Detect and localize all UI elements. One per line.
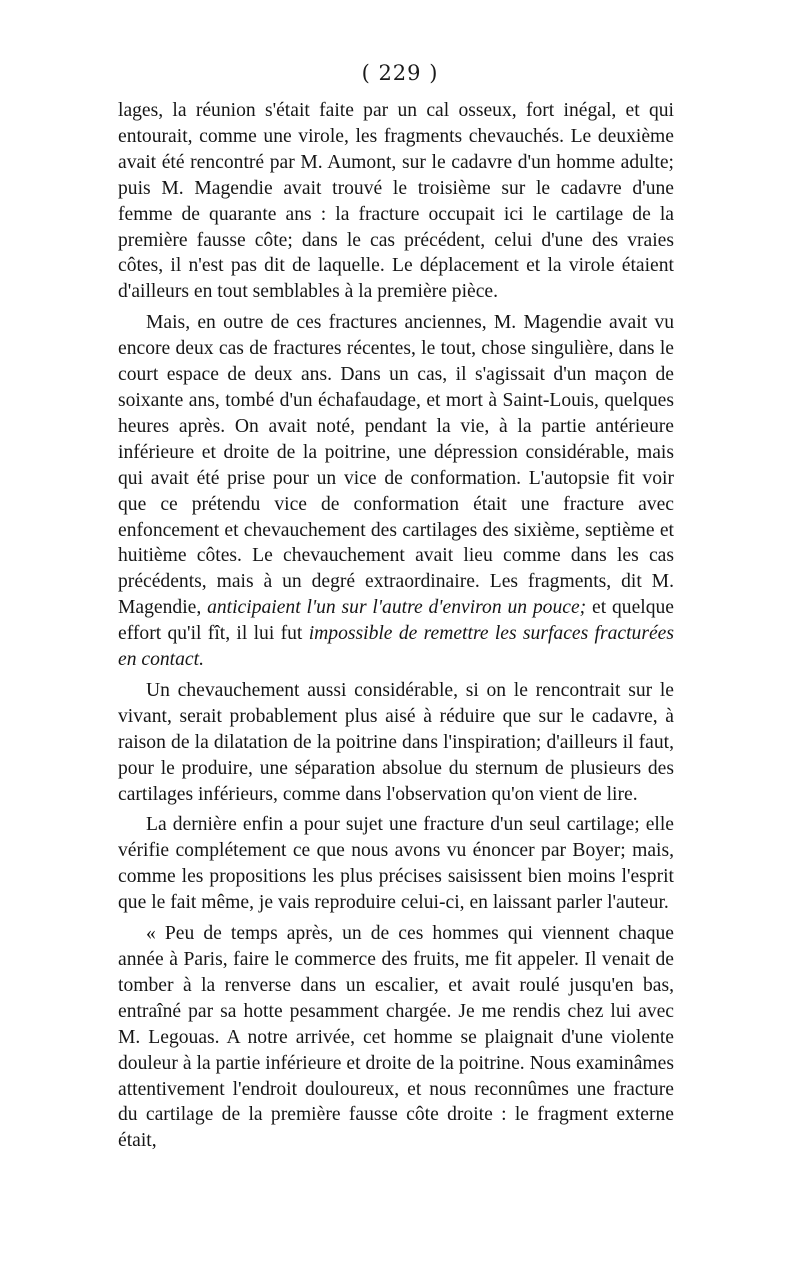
paragraph-5 (118, 921, 674, 1154)
paragraph-2-italic-b: impossible de remettre les surfaces fracturées en contact. (118, 623, 674, 671)
paragraph-2 (118, 310, 674, 673)
paragraph-3 (118, 678, 674, 808)
body-text (118, 98, 674, 1154)
paragraph-1-text: lages, la réunion s'était faite par un cal osseux, fort inégal, et qui entourait, comme une virole, les fragments chevauchés. Le deuxième avait été rencontré par M. Aumont, sur le cadavre d'un homme adulte; puis M. Magendie avait trouvé le troisième sur le cadavre d'une femme de quarante ans : la fracture occupait ici le cartilage de la première fausse côte; dans le cas précédent, celui d'une des vraies côtes, il n'est pas dit de laquelle. Le déplacement et la virole étaient d'ailleurs en tout semblables à la première pièce. (118, 100, 674, 303)
paragraph-2-italic-a: anticipaient l'un sur l'autre d'environ un pouce; (207, 597, 587, 619)
paragraph-4 (118, 812, 674, 916)
paragraph-4-text: La dernière enfin a pour sujet une fracture d'un seul cartilage; elle vérifie complétement ce que nous avons vu énoncer par Boyer; mais, comme les propositions les plus précises saisissent bien moins l'esprit que le fait même, je vais reproduire celui-ci, en laissant parler l'auteur. (118, 814, 674, 914)
paragraph-2-text-a: Mais, en outre de ces fractures anciennes, M. Magendie avait vu encore deux cas de fractures récentes, le tout, chose singulière, dans le court espace de deux ans. Dans un cas, il s'agissait d'un maçon de soixante ans, tombé d'un échafaudage, et mort à Saint-Louis, quelques heures après. On avait noté, pendant la vie, à la partie antérieure inférieure et droite de la poitrine, une dépression considérable, mais qui avait été prise pour un vice de conformation. L'autopsie fit voir que ce prétendu vice de conformation était une fracture avec enfoncement et chevauchement des cartilages des sixième, septième et huitième côtes. Le chevauchement avait lieu comme dans les cas précédents, mais à un degré extraordinaire. Les fragments, dit M. Magendie, (118, 312, 674, 619)
paragraph-2-text-b: et quelque effort qu'il fît, il lui fut (118, 597, 675, 645)
page-number: ( 229 ) (361, 61, 439, 85)
paragraph-5-text: « Peu de temps après, un de ces hommes qui viennent chaque année à Paris, faire le commerce des fruits, me fit appeler. Il venait de tomber à la renverse dans un escalier, et avait roulé jusqu'en bas, entraîné par sa hotte pesamment chargée. Je me rendis chez lui avec M. Legouas. A notre arrivée, cet homme se plaignait d'une violente douleur à la partie inférieure et droite de la poitrine. Nous examinâmes attentivement l'endroit douloureux, et nous reconnûmes une fracture du cartilage de la première fausse côte droite : le fragment externe était, (118, 923, 674, 1152)
paragraph-1 (118, 98, 674, 305)
paragraph-3-text: Un chevauchement aussi considérable, si on le rencontrait sur le vivant, serait probablement plus aisé à réduire que sur le cadavre, à raison de la dilatation de la poitrine dans l'inspiration; d'ailleurs il faut, pour le produire, une séparation absolue du sternum de plusieurs des cartilages inférieurs, comme dans l'observation qu'on vient de lire. (118, 679, 674, 805)
